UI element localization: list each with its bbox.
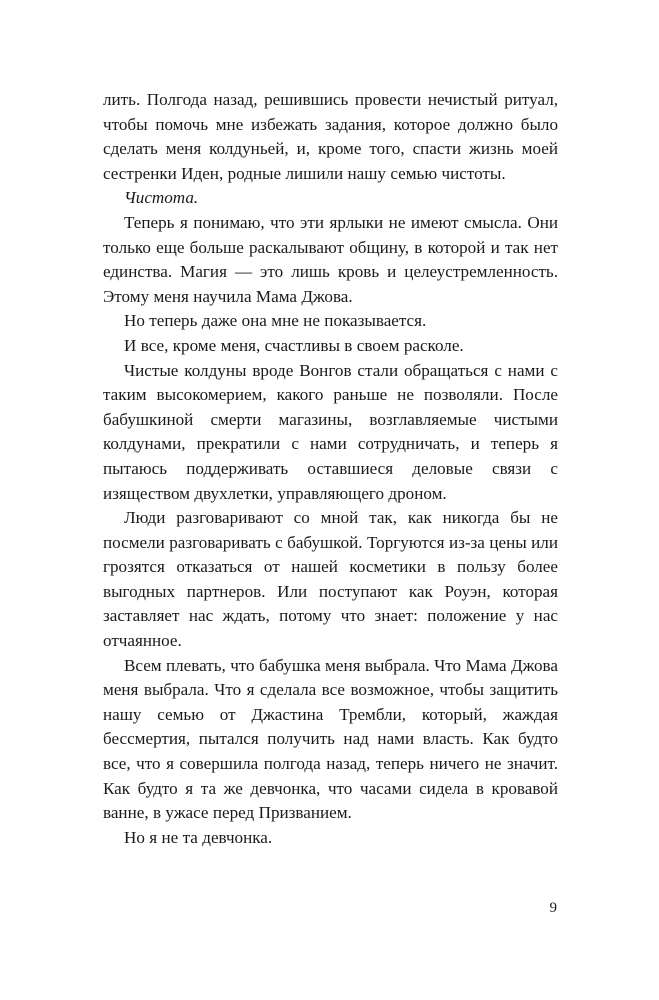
paragraph: Чистые колдуны вроде Вонгов стали обращаться с нами с таким высокомерием, какого раньше не позволяли. После бабушкиной смерти магазины, возглавляемые чистыми колдунами, прекратили с нами сотрудничать, и теперь я пытаюсь поддерживать оставшиеся деловые связи с изяществом двухлетки, управляющего дроном. [103, 360, 558, 503]
paragraph: Всем плевать, что бабушка меня выбрала. Что Мама Джова меня выбрала. Что я сделала все возможное, чтобы защитить нашу семью от Джастина Трембли, который, жаждая бессмертия, пытался получить над нами власть. Как будто все, что я совершила полгода назад, теперь ничего не значит. Как будто я та же девчонка, что часами сидела в кровавой ванне, в ужасе перед Призванием. [103, 655, 558, 823]
paragraph: Теперь я понимаю, что эти ярлыки не имеют смысла. Они только еще больше раскалывают общину, в которой и так нет единства. Магия — это лишь кровь и целеустремленность. Этому меня научила Мама Джова. [103, 212, 558, 306]
paragraph: Люди разговаривают со мной так, как никогда бы не посмели разговаривать с бабушкой. Торгуются из-за цены или грозятся отказаться от нашей косметики в пользу более выгодных партнеров. Или поступают как Роуэн, которая заставляет нас ждать, потому что знает: положение у нас отчаянное. [103, 508, 558, 651]
paragraph: Но теперь даже она мне не показывается. [124, 311, 427, 331]
paragraph: лить. Полгода назад, решившись провести нечистый ритуал, чтобы помочь мне избежать задания, которое должно было сделать меня колдуньей, и, кроме того, спасти жизнь моей сестренки Иден, родные лишили нашу семью чистоты. [103, 90, 558, 183]
page-text-block [103, 88, 558, 850]
paragraph: И все, кроме меня, счастливы в своем расколе. [124, 335, 464, 355]
page-number: 9 [549, 900, 557, 916]
paragraph: Но я не та девчонка. [124, 827, 273, 847]
paragraph-emphasis: Чистота. [124, 188, 199, 208]
